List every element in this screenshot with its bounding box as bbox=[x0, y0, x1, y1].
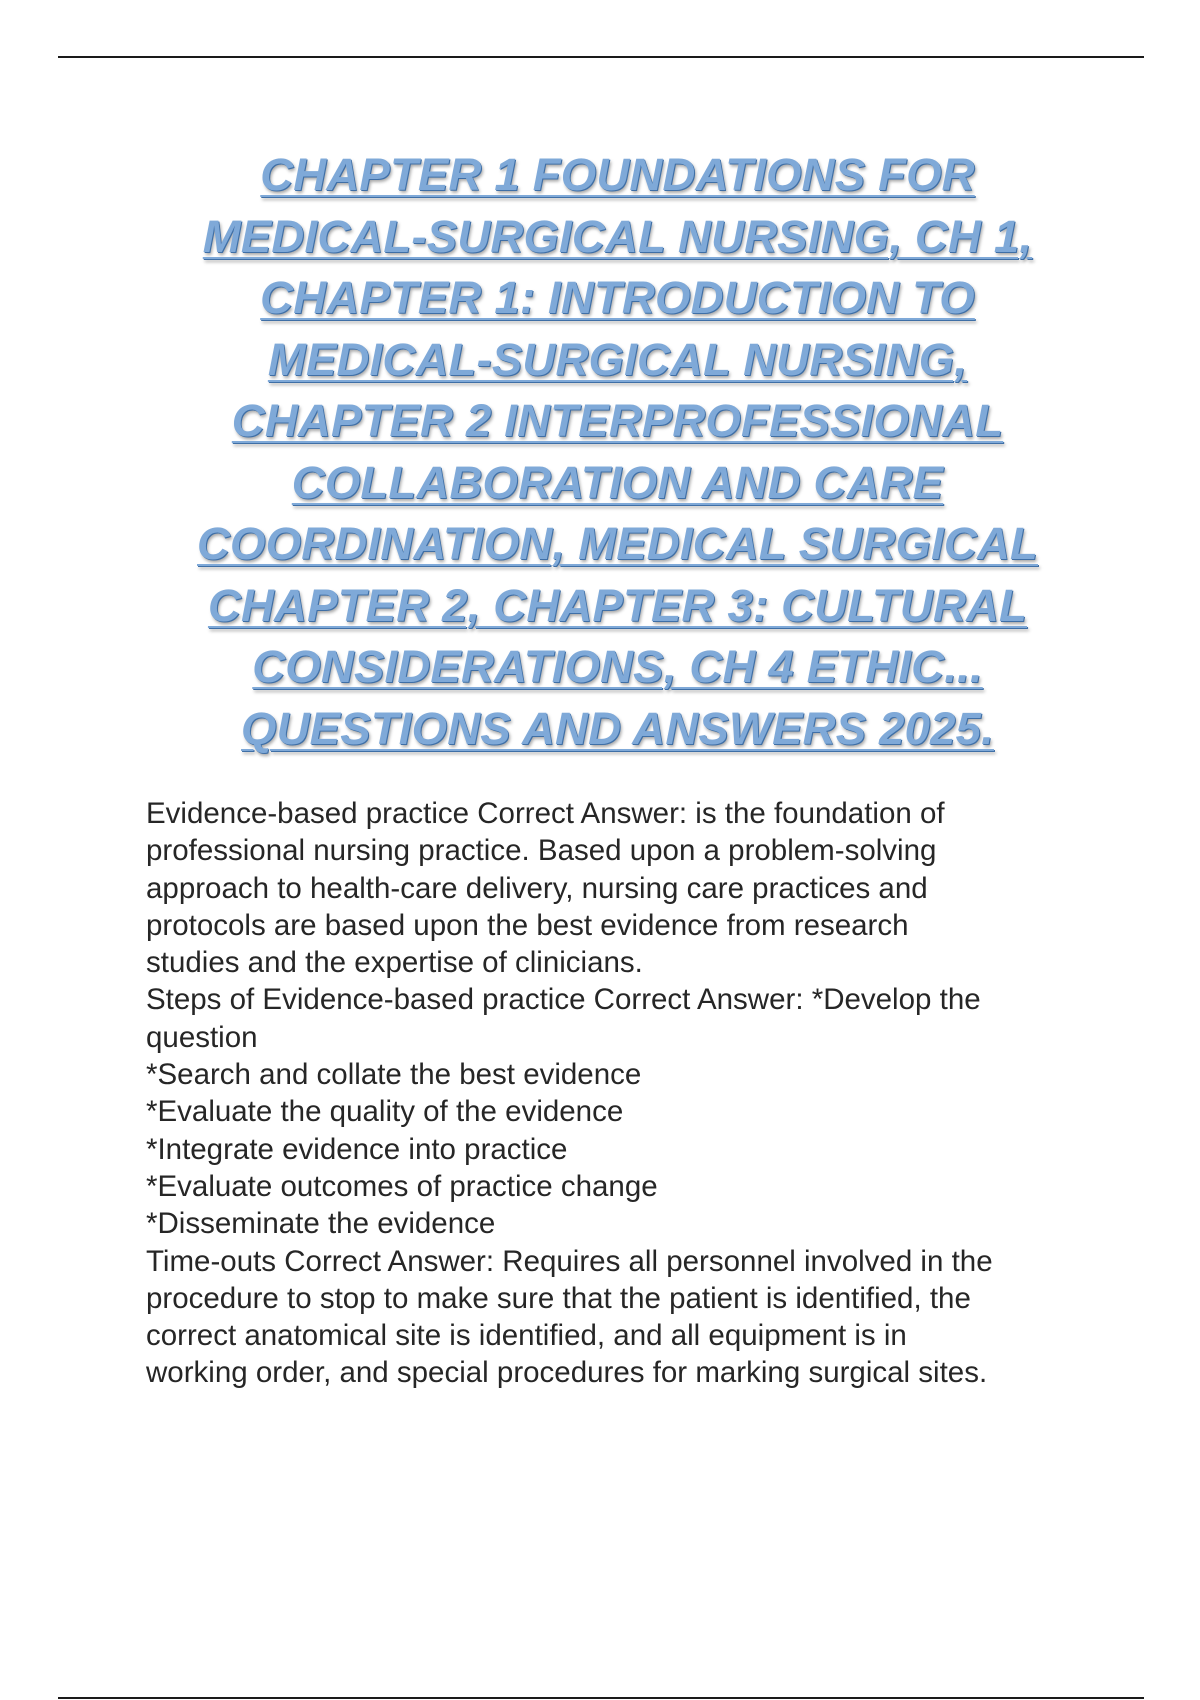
title-line: MEDICAL-SURGICAL NURSING, bbox=[267, 333, 968, 385]
title-line: CHAPTER 2 INTERPROFESSIONAL bbox=[231, 395, 1004, 446]
body-line: studies and the expertise of clinicians. bbox=[146, 946, 643, 980]
document-body bbox=[146, 795, 1096, 1392]
body-line: *Evaluate the quality of the evidence bbox=[146, 1095, 624, 1129]
body-line: *Search and collate the best evidence bbox=[146, 1058, 642, 1092]
body-line: *Disseminate the evidence bbox=[146, 1207, 496, 1241]
title-line: CONSIDERATIONS, CH 4 ETHIC... bbox=[252, 641, 983, 692]
title-line: CHAPTER 1 FOUNDATIONS FOR bbox=[260, 149, 975, 200]
body-line: Steps of Evidence-based practice Correct Answer: *Develop the bbox=[146, 983, 981, 1017]
body-line: Evidence-based practice Correct Answer: is the foundation of bbox=[146, 797, 945, 830]
body-line: working order, and special procedures for marking surgical sites. bbox=[146, 1356, 988, 1390]
top-divider bbox=[58, 56, 1144, 58]
body-line: approach to health-care delivery, nursing care practices and bbox=[146, 871, 928, 905]
body-line: *Evaluate outcomes of practice change bbox=[146, 1169, 658, 1203]
bottom-divider bbox=[58, 1697, 1144, 1699]
body-line: question bbox=[146, 1020, 258, 1054]
body-line: protocols are based upon the best evidence from research bbox=[146, 908, 909, 942]
title-line: CHAPTER 1: INTRODUCTION TO bbox=[260, 272, 975, 323]
title-line: COLLABORATION AND CARE bbox=[291, 456, 944, 508]
title-line: CHAPTER 2, CHAPTER 3: CULTURAL bbox=[207, 579, 1028, 631]
title-line: COORDINATION, MEDICAL SURGICAL bbox=[197, 518, 1038, 569]
title-line: QUESTIONS AND ANSWERS 2025. bbox=[241, 702, 994, 754]
body-line: correct anatomical site is identified, and all equipment is in bbox=[146, 1319, 907, 1353]
body-line: procedure to stop to make sure that the patient is identified, the bbox=[146, 1281, 971, 1315]
document-title bbox=[150, 144, 1085, 759]
body-line: professional nursing practice. Based upon a problem-solving bbox=[146, 834, 937, 868]
body-line: Time-outs Correct Answer: Requires all personnel involved in the bbox=[146, 1244, 993, 1278]
title-line: MEDICAL-SURGICAL NURSING, CH 1, bbox=[202, 210, 1033, 262]
body-line: *Integrate evidence into practice bbox=[146, 1132, 568, 1166]
